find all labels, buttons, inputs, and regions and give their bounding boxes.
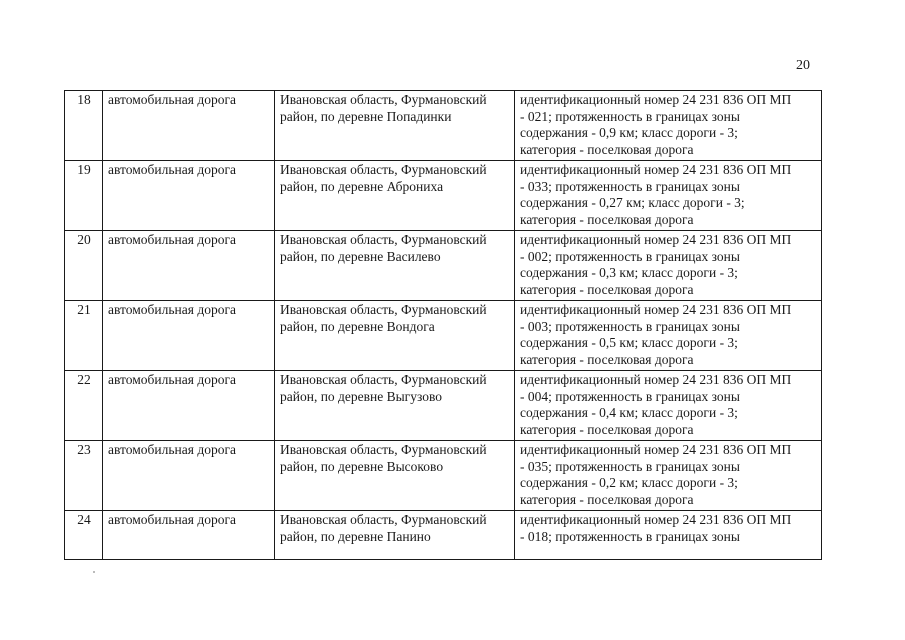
table-row (65, 511, 822, 560)
object-location: Ивановская область, Фурмановский район, по деревне Высоково (275, 441, 515, 511)
object-details: идентификационный номер 24 231 836 ОП МП - 018; протяженность в границах зоны (515, 511, 822, 560)
page-number: 20 (796, 58, 810, 73)
row-number: 23 (65, 441, 103, 511)
roads-table (64, 90, 822, 560)
object-location: Ивановская область, Фурмановский район, по деревне Василево (275, 231, 515, 301)
object-name: автомобильная дорога (103, 231, 275, 301)
row-number: 19 (65, 161, 103, 231)
object-location: Ивановская область, Фурмановский район, по деревне Вондога (275, 301, 515, 371)
table-row (65, 161, 822, 231)
row-number: 18 (65, 91, 103, 161)
object-details: идентификационный номер 24 231 836 ОП МП - 003; протяженность в границах зоны содержания - 0,5 км; класс дороги - 3; категория - поселковая дорога (515, 301, 822, 371)
object-details: идентификационный номер 24 231 836 ОП МП - 004; протяженность в границах зоны содержания - 0,4 км; класс дороги - 3; категория - поселковая дорога (515, 371, 822, 441)
object-location: Ивановская область, Фурмановский район, по деревне Выгузово (275, 371, 515, 441)
row-number: 20 (65, 231, 103, 301)
object-name: автомобильная дорога (103, 511, 275, 560)
object-location: Ивановская область, Фурмановский район, по деревне Аброниха (275, 161, 515, 231)
table-row (65, 231, 822, 301)
object-details: идентификационный номер 24 231 836 ОП МП - 033; протяженность в границах зоны содержания - 0,27 км; класс дороги - 3; категория - поселковая дорога (515, 161, 822, 231)
object-details: идентификационный номер 24 231 836 ОП МП - 035; протяженность в границах зоны содержания - 0,2 км; класс дороги - 3; категория - поселковая дорога (515, 441, 822, 511)
table-row (65, 91, 822, 161)
row-number: 24 (65, 511, 103, 560)
row-number: 21 (65, 301, 103, 371)
object-details: идентификационный номер 24 231 836 ОП МП - 021; протяженность в границах зоны содержания - 0,9 км; класс дороги - 3; категория - поселковая дорога (515, 91, 822, 161)
object-name: автомобильная дорога (103, 441, 275, 511)
object-details: идентификационный номер 24 231 836 ОП МП - 002; протяженность в границах зоны содержания - 0,3 км; класс дороги - 3; категория - поселковая дорога (515, 231, 822, 301)
row-number: 22 (65, 371, 103, 441)
table-row (65, 301, 822, 371)
object-name: автомобильная дорога (103, 161, 275, 231)
object-name: автомобильная дорога (103, 371, 275, 441)
scan-speck (93, 571, 95, 573)
object-location: Ивановская область, Фурмановский район, по деревне Попадинки (275, 91, 515, 161)
table-row (65, 441, 822, 511)
table-row (65, 371, 822, 441)
object-name: автомобильная дорога (103, 91, 275, 161)
object-name: автомобильная дорога (103, 301, 275, 371)
object-location: Ивановская область, Фурмановский район, по деревне Панино (275, 511, 515, 560)
